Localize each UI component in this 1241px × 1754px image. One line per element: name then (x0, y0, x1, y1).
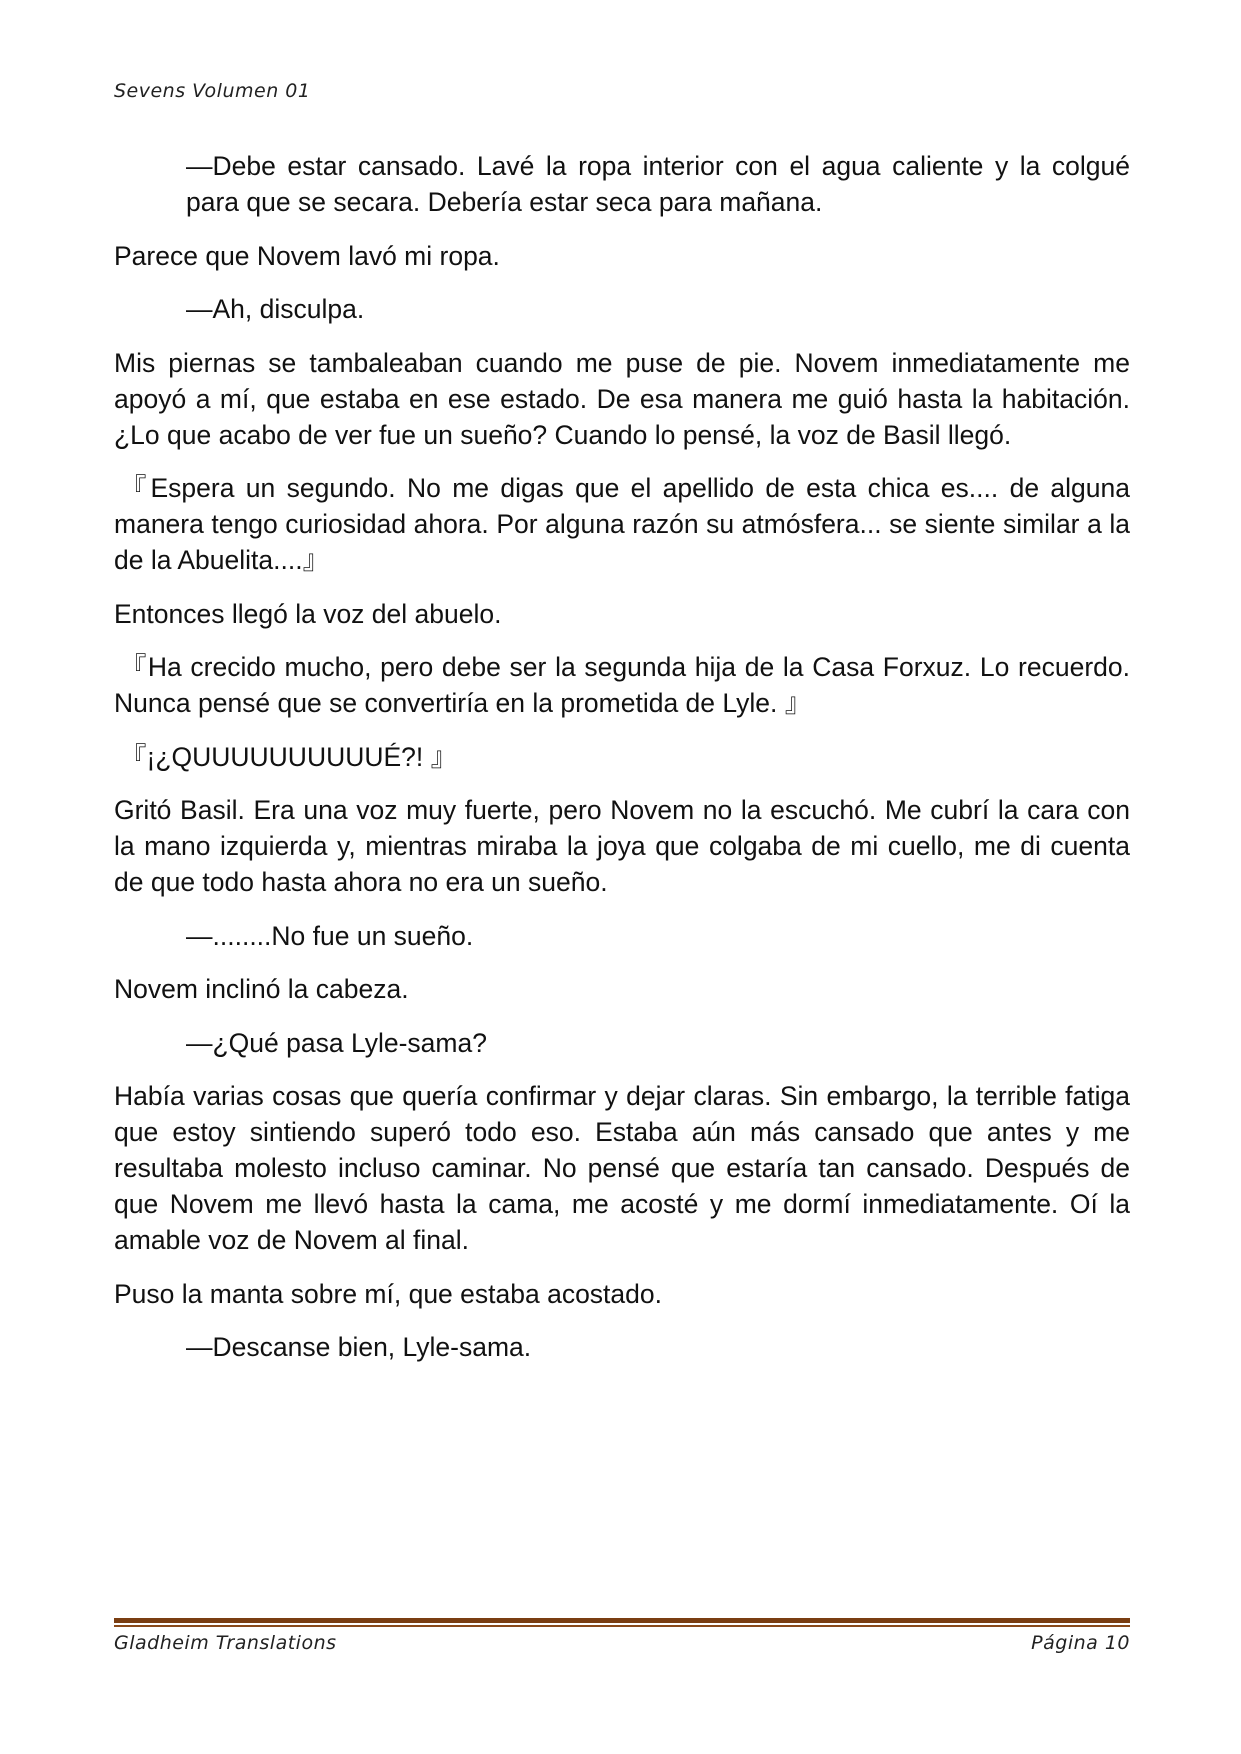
spirit-quote-paragraph: 『Espera un segundo. No me digas que el apellido de esta chica es.... de alguna manera tengo curiosidad ahora. Por alguna razón su atmósfera... se siente similar a la de la Abuelita....』 (114, 473, 1130, 575)
page-body (114, 148, 1130, 1383)
spirit-quote-paragraph: 『Ha crecido mucho, pero debe ser la segunda hija de la Casa Forxuz. Lo recuerdo. Nunca pensé que se convertiría en la prometida de Lyle. 』 (114, 652, 1130, 718)
narration-paragraph: Parece que Novem lavó mi ropa. (114, 240, 500, 271)
footer-divider-thin-line (114, 1625, 1130, 1627)
running-header: Sevens Volumen 01 (114, 80, 311, 102)
narration-paragraph: Mis piernas se tambaleaban cuando me puse de pie. Novem inmediatamente me apoyó a mí, que estaba en ese estado. De esa manera me guió hasta la habitación. ¿Lo que acabo de ver fue un sueño? Cuando lo pensé, la voz de Basil llegó. (114, 347, 1130, 450)
dialogue-paragraph: —Debe estar cansado. Lavé la ropa interior con el agua caliente y la colgué para que se secara. Debería estar seca para mañana. (186, 151, 1130, 217)
footer-credit: Gladheim Translations (114, 1632, 337, 1654)
narration-paragraph: Había varias cosas que quería confirmar y dejar claras. Sin embargo, la terrible fatiga que estoy sintiendo superó todo eso. Estaba aún más cansado que antes y me resultaba molesto incluso caminar. No pensé que estaría tan cansado. Después de que Novem me llevó hasta la cama, me acosté y me dormí inmediatamente. Oí la amable voz de Novem al final. (114, 1081, 1130, 1255)
dialogue-paragraph: —........No fue un sueño. (186, 920, 474, 951)
page-number: Página 10 (1031, 1632, 1130, 1654)
narration-paragraph: Entonces llegó la voz del abuelo. (114, 598, 502, 629)
spirit-quote-paragraph: 『¡¿QUUUUUUUUUUÉ?! 』 (120, 741, 458, 772)
dialogue-paragraph: —Ah, disculpa. (186, 294, 365, 324)
narration-paragraph: Puso la manta sobre mí, que estaba acostado. (114, 1278, 662, 1309)
footer-divider-thick-line (114, 1618, 1130, 1623)
dialogue-paragraph: —Descanse bien, Lyle-sama. (186, 1332, 532, 1362)
narration-paragraph: Gritó Basil. Era una voz muy fuerte, pero Novem no la escuchó. Me cubrí la cara con la mano izquierda y, mientras miraba la joya que colgaba de mi cuello, me di cuenta de que todo hasta ahora no era un sueño. (114, 795, 1130, 897)
narration-paragraph: Novem inclinó la cabeza. (114, 974, 409, 1004)
dialogue-paragraph: —¿Qué pasa Lyle-sama? (186, 1027, 487, 1058)
